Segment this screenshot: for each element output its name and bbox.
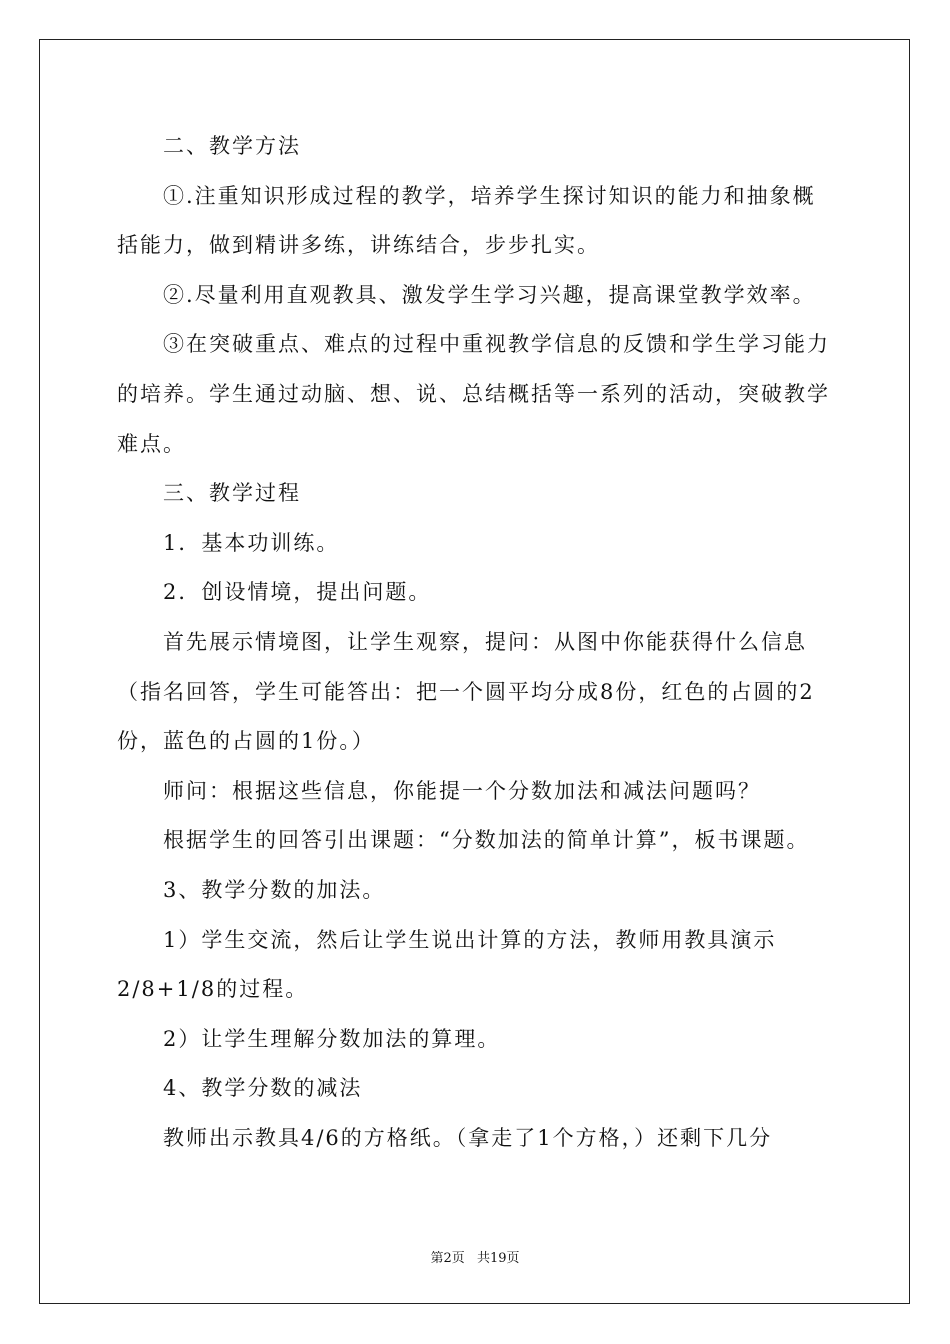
page-total: 共19页 bbox=[476, 1251, 520, 1266]
paragraph: 4、教学分数的减法 bbox=[163, 1076, 363, 1101]
paragraph: 2）让学生理解分数加法的算理。 bbox=[163, 1026, 501, 1051]
paragraph: 首先展示情境图，让学生观察，提问：从图中你能获得什么信息（指名回答，学生可能答出：把一个圆平均分成8份，红色的占圆的2份，蓝色的占圆的1份。） bbox=[117, 629, 815, 754]
paragraph: 1）学生交流，然后让学生说出计算的方法，教师用教具演示2/8+1/8的过程。 bbox=[117, 927, 777, 1002]
paragraph: ②.尽量利用直观教具、激发学生学习兴趣，提高课堂教学效率。 bbox=[163, 282, 816, 307]
paragraph: 教师出示教具4/6的方格纸。（拿走了1个方格，）还剩下几分 bbox=[163, 1125, 773, 1150]
paragraph: 根据学生的回答引出课题：“分数加法的简单计算”，板书课题。 bbox=[163, 828, 810, 853]
paragraph: 3、教学分数的加法。 bbox=[163, 877, 386, 902]
paragraph: 1．基本功训练。 bbox=[163, 530, 340, 555]
paragraph: 师问：根据这些信息，你能提一个分数加法和减法问题吗？ bbox=[163, 778, 761, 803]
section-heading: 三、教学过程 bbox=[163, 481, 301, 506]
paragraph: ③在突破重点、难点的过程中重视教学信息的反馈和学生学习能力的培养。学生通过动脑、想、说、总结概括等一系列的活动，突破教学难点。 bbox=[117, 332, 830, 456]
page-footer bbox=[0, 1247, 950, 1266]
section-heading: 二、教学方法 bbox=[163, 134, 301, 158]
paragraph: 2．创设情境，提出问题。 bbox=[163, 580, 432, 605]
paragraph: ①.注重知识形成过程的教学，培养学生探讨知识的能力和抽象概括能力，做到精讲多练，讲练结合，步步扎实。 bbox=[117, 183, 816, 258]
page-number: 第2页 bbox=[430, 1251, 465, 1266]
document-body bbox=[117, 122, 837, 1163]
